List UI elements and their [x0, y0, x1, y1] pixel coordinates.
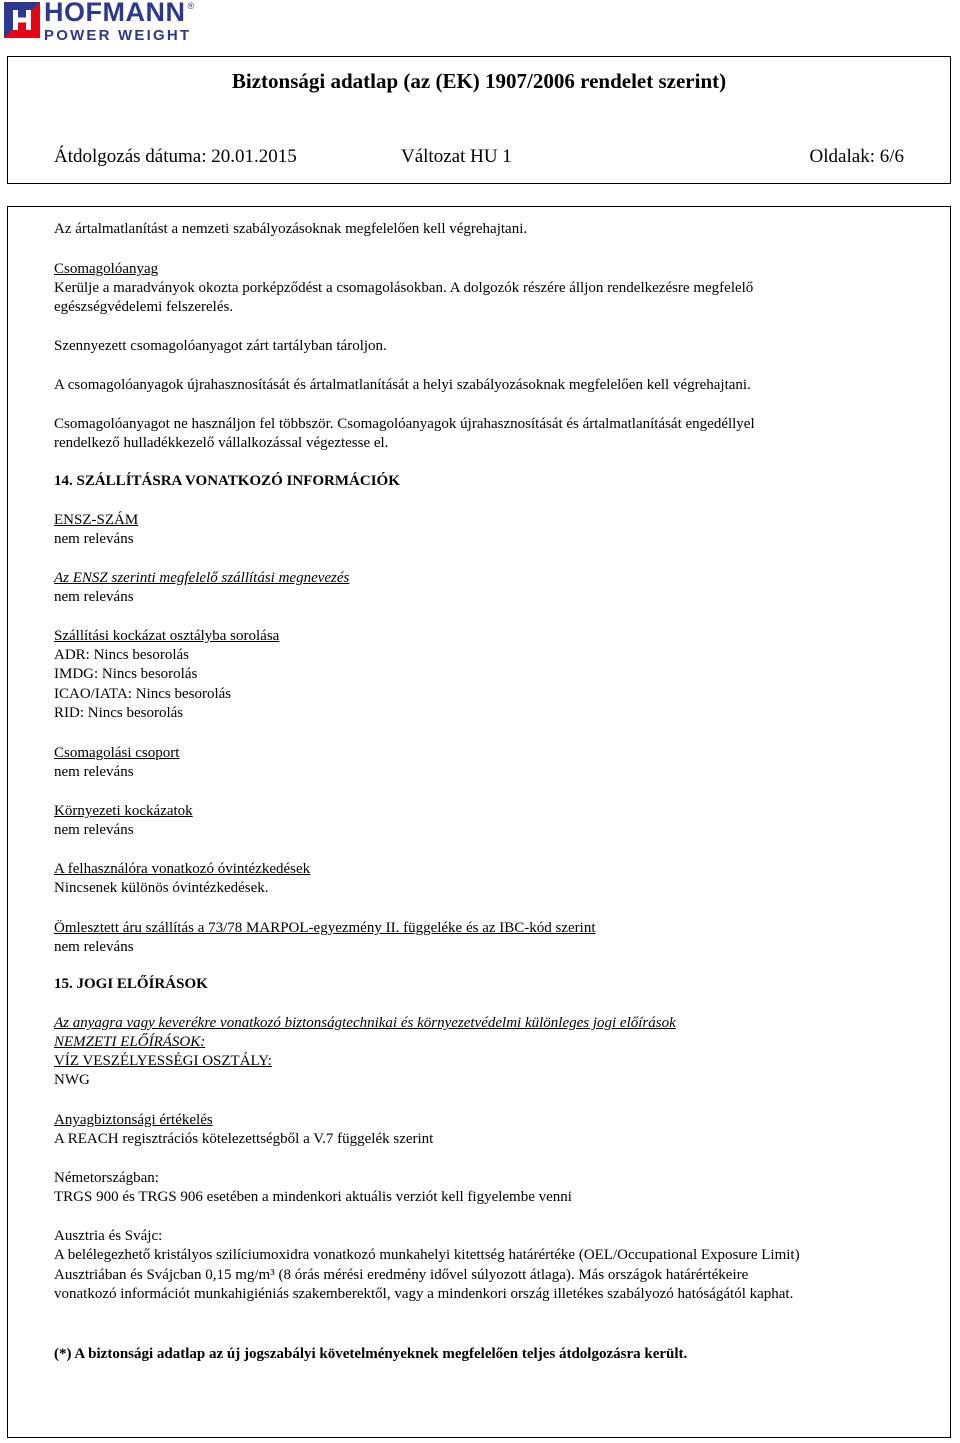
logo-name: HOFMANN — [44, 0, 186, 27]
safety-assessment-heading: Anyagbiztonsági értékelés — [54, 1112, 213, 1128]
un-number-heading: ENSZ-SZÁM — [54, 512, 139, 528]
packaging-text-line-2: egészségvédelemi felszerelés. — [54, 299, 234, 315]
packaging-reuse-line-1: Csomagolóanyagot ne használjon fel többször. Csomagolóanyagok újrahasznosítását és ártalmatlanítását engedéllyel — [54, 416, 755, 432]
document-header — [7, 56, 951, 184]
packaging-heading: Csomagolóanyag — [54, 261, 159, 277]
page-number: Oldalak: 6/6 — [809, 146, 904, 167]
austria-text-line-1: A belélegezhető kristályos szilíciumoxidra vonatkozó munkahelyi kitettség határértéke (OEL/Occupational Exposure Limit) — [54, 1247, 800, 1263]
austria-text-line-2: Ausztriában és Svájcban 0,15 mg/m³ (8 órás mérési eredmény idővel súlyozott átlaga). Más országok határértékeire — [54, 1267, 749, 1283]
packaging-storage-text: Szennyezett csomagolóanyagot zárt tartályban tároljon. — [54, 338, 387, 354]
packaging-recycling-text: A csomagolóanyagok újrahasznosítását és ártalmatlanítását a helyi szabályozásoknak megfelelően kell végrehajtani. — [54, 377, 751, 393]
section-15-title: 15. JOGI ELŐÍRÁSOK — [54, 976, 208, 992]
germany-heading: Németországban: — [54, 1170, 159, 1186]
user-precautions-value: Nincsenek különös óvintézkedések. — [54, 880, 269, 896]
hazard-class-heading: Szállítási kockázat osztályba sorolása — [54, 628, 280, 644]
section-14-title: 14. SZÁLLÍTÁSRA VONATKOZÓ INFORMÁCIÓK — [54, 473, 400, 489]
shipping-name-heading: Az ENSZ szerinti megfelelő szállítási megnevezés — [54, 570, 350, 586]
water-hazard-class-value: NWG — [54, 1072, 90, 1088]
marpol-heading: Ömlesztett áru szállítás a 73/78 MARPOL-egyezmény II. függeléke és az IBC-kód szerint — [54, 920, 596, 936]
revision-date: Átdolgozás dátuma: 20.01.2015 — [54, 146, 297, 167]
austria-text-line-3: vonatkozó információt munkahigiéniás szakemberektől, vagy a mindenkori ország illetékes szabályozó hatóságától kaphat. — [54, 1286, 794, 1302]
packing-group-value: nem releváns — [54, 764, 134, 780]
marpol-value: nem releváns — [54, 939, 134, 955]
packing-group-heading: Csomagolási csoport — [54, 745, 180, 761]
user-precautions-heading: A felhasználóra vonatkozó óvintézkedések — [54, 861, 311, 877]
un-number-value: nem releváns — [54, 531, 134, 547]
disposal-paragraph: Az ártalmatlanítást a nemzeti szabályozásoknak megfelelően kell végrehajtani. — [54, 221, 528, 237]
shipping-name-value: nem releváns — [54, 589, 134, 605]
packaging-reuse-line-2: rendelkező hulladékkezelő vállalkozással végeztesse el. — [54, 435, 389, 451]
hazard-class-rid: RID: Nincs besorolás — [54, 705, 184, 721]
safety-assessment-value: A REACH regisztrációs kötelezettségből a V.7 függelék szerint — [54, 1131, 434, 1147]
hazard-class-adr: ADR: Nincs besorolás — [54, 647, 189, 663]
footnote: (*) A biztonsági adatlap az új jogszabályi követelményeknek megfelelően teljes átdolgozásra került. — [54, 1346, 688, 1362]
logo — [4, 0, 195, 42]
national-regulations-label: NEMZETI ELŐÍRÁSOK: — [54, 1034, 206, 1050]
germany-value: TRGS 900 és TRGS 906 esetében a mindenkori aktuális verziót kell figyelembe venni — [54, 1189, 572, 1205]
hazard-class-imdg: IMDG: Nincs besorolás — [54, 666, 198, 682]
logo-subtitle: POWER WEIGHT — [44, 27, 192, 44]
logo-registered-mark: ® — [187, 1, 195, 11]
austria-switzerland-heading: Ausztria és Svájc: — [54, 1228, 163, 1244]
regulations-heading: Az anyagra vagy keverékre vonatkozó biztonságtechnikai és környezetvédelmi különleges jogi előírások — [54, 1015, 676, 1031]
document-title: Biztonsági adatlap (az (EK) 1907/2006 rendelet szerint) — [231, 69, 727, 93]
version: Változat HU 1 — [401, 146, 512, 167]
environmental-hazards-value: nem releváns — [54, 822, 134, 838]
packaging-text-line-1: Kerülje a maradványok okozta porképződést a csomagolásokban. A dolgozók részére álljon rendelkezésre megfelelő — [54, 280, 754, 296]
hazard-class-icao: ICAO/IATA: Nincs besorolás — [54, 686, 232, 702]
water-hazard-class-label: VÍZ VESZÉLYESSÉGI OSZTÁLY: — [54, 1053, 272, 1069]
environmental-hazards-heading: Környezeti kockázatok — [54, 803, 193, 819]
logo-mark-icon — [4, 2, 40, 38]
